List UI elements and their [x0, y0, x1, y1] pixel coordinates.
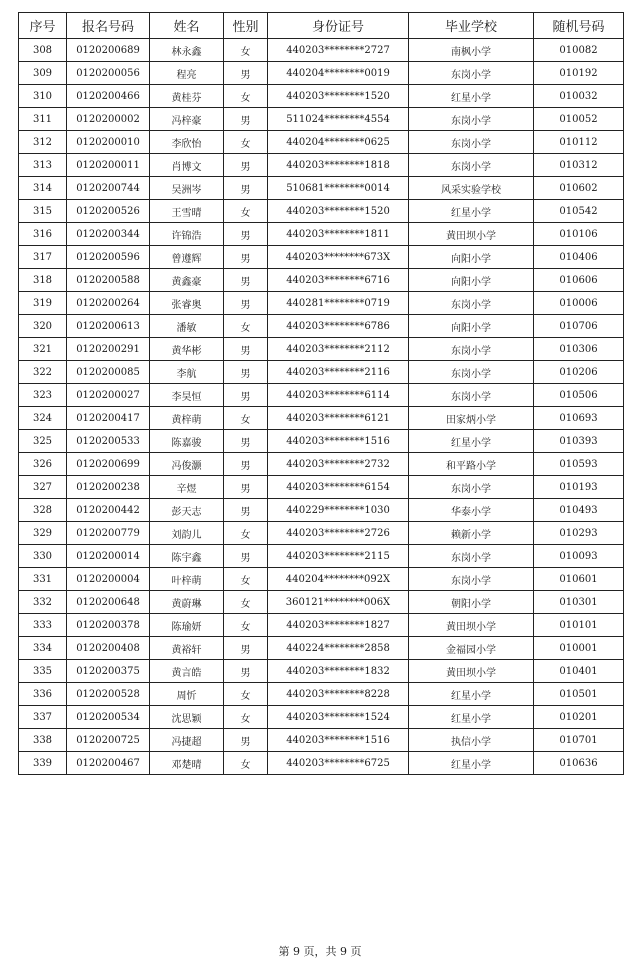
header-gender: 性别	[224, 13, 268, 39]
cell-id-number: 440204********0019	[268, 62, 409, 85]
cell-name: 黄华彬	[150, 338, 224, 361]
cell-name: 黄鑫豪	[150, 269, 224, 292]
cell-id-number: 440203********2112	[268, 338, 409, 361]
cell-id-number: 440203********1827	[268, 614, 409, 637]
cell-id-number: 440203********1520	[268, 85, 409, 108]
cell-name: 邓楚晴	[150, 752, 224, 775]
cell-id-number: 440203********2116	[268, 361, 409, 384]
cell-random-number: 010602	[534, 177, 624, 200]
cell-gender: 女	[224, 683, 268, 706]
cell-name: 林永鑫	[150, 39, 224, 62]
cell-gender: 男	[224, 637, 268, 660]
cell-index: 339	[19, 752, 67, 775]
cell-graduate-school: 南枫小学	[409, 39, 534, 62]
cell-name: 陈瑜妍	[150, 614, 224, 637]
cell-registration-number: 0120200533	[67, 430, 150, 453]
cell-id-number: 440203********1832	[268, 660, 409, 683]
cell-random-number: 010293	[534, 522, 624, 545]
table-row	[19, 108, 624, 131]
cell-gender: 男	[224, 246, 268, 269]
cell-gender: 男	[224, 177, 268, 200]
cell-registration-number: 0120200689	[67, 39, 150, 62]
cell-id-number: 440203********2727	[268, 39, 409, 62]
cell-index: 337	[19, 706, 67, 729]
table-body	[19, 39, 624, 775]
cell-random-number: 010052	[534, 108, 624, 131]
cell-id-number: 440203********2732	[268, 453, 409, 476]
cell-registration-number: 0120200408	[67, 637, 150, 660]
cell-graduate-school: 执信小学	[409, 729, 534, 752]
cell-name: 肖博文	[150, 154, 224, 177]
cell-graduate-school: 东岗小学	[409, 545, 534, 568]
cell-gender: 男	[224, 545, 268, 568]
cell-id-number: 440203********6121	[268, 407, 409, 430]
cell-registration-number: 0120200528	[67, 683, 150, 706]
cell-gender: 男	[224, 292, 268, 315]
cell-gender: 女	[224, 614, 268, 637]
cell-random-number: 010406	[534, 246, 624, 269]
cell-random-number: 010201	[534, 706, 624, 729]
cell-registration-number: 0120200526	[67, 200, 150, 223]
cell-name: 冯梓豪	[150, 108, 224, 131]
cell-registration-number: 0120200378	[67, 614, 150, 637]
cell-id-number: 440203********2115	[268, 545, 409, 568]
cell-name: 黄裕轩	[150, 637, 224, 660]
cell-id-number: 440281********0719	[268, 292, 409, 315]
cell-graduate-school: 华泰小学	[409, 499, 534, 522]
cell-id-number: 440203********6716	[268, 269, 409, 292]
cell-registration-number: 0120200238	[67, 476, 150, 499]
cell-graduate-school: 朝阳小学	[409, 591, 534, 614]
cell-registration-number: 0120200014	[67, 545, 150, 568]
cell-graduate-school: 红星小学	[409, 200, 534, 223]
header-name: 姓名	[150, 13, 224, 39]
cell-index: 323	[19, 384, 67, 407]
cell-random-number: 010542	[534, 200, 624, 223]
cell-name: 李昊恒	[150, 384, 224, 407]
cell-name: 程亮	[150, 62, 224, 85]
cell-gender: 女	[224, 706, 268, 729]
cell-index: 329	[19, 522, 67, 545]
cell-random-number: 010506	[534, 384, 624, 407]
table-row	[19, 430, 624, 453]
header-registration-number: 报名号码	[67, 13, 150, 39]
cell-graduate-school: 向阳小学	[409, 246, 534, 269]
cell-graduate-school: 黄田坝小学	[409, 660, 534, 683]
cell-registration-number: 0120200725	[67, 729, 150, 752]
cell-random-number: 010101	[534, 614, 624, 637]
cell-gender: 女	[224, 752, 268, 775]
cell-index: 308	[19, 39, 67, 62]
table-row	[19, 453, 624, 476]
table-row	[19, 338, 624, 361]
cell-index: 312	[19, 131, 67, 154]
table-row	[19, 246, 624, 269]
cell-name: 陈宇鑫	[150, 545, 224, 568]
cell-graduate-school: 东岗小学	[409, 154, 534, 177]
cell-random-number: 010082	[534, 39, 624, 62]
cell-graduate-school: 东岗小学	[409, 292, 534, 315]
cell-index: 330	[19, 545, 67, 568]
cell-index: 338	[19, 729, 67, 752]
cell-graduate-school: 东岗小学	[409, 338, 534, 361]
cell-gender: 女	[224, 568, 268, 591]
cell-name: 沈思颖	[150, 706, 224, 729]
cell-graduate-school: 赖新小学	[409, 522, 534, 545]
cell-gender: 男	[224, 223, 268, 246]
cell-index: 320	[19, 315, 67, 338]
cell-registration-number: 0120200466	[67, 85, 150, 108]
cell-index: 315	[19, 200, 67, 223]
cell-registration-number: 0120200442	[67, 499, 150, 522]
cell-gender: 男	[224, 62, 268, 85]
cell-index: 309	[19, 62, 67, 85]
table-row	[19, 476, 624, 499]
table-row	[19, 683, 624, 706]
cell-gender: 男	[224, 269, 268, 292]
cell-registration-number: 0120200056	[67, 62, 150, 85]
cell-graduate-school: 东岗小学	[409, 62, 534, 85]
cell-graduate-school: 东岗小学	[409, 384, 534, 407]
cell-name: 冯捷超	[150, 729, 224, 752]
cell-graduate-school: 红星小学	[409, 85, 534, 108]
cell-gender: 男	[224, 660, 268, 683]
cell-index: 319	[19, 292, 67, 315]
cell-id-number: 440203********1811	[268, 223, 409, 246]
cell-id-number: 440203********6114	[268, 384, 409, 407]
cell-id-number: 360121********006X	[268, 591, 409, 614]
cell-name: 黄桂芬	[150, 85, 224, 108]
cell-index: 336	[19, 683, 67, 706]
cell-index: 311	[19, 108, 67, 131]
cell-registration-number: 0120200264	[67, 292, 150, 315]
cell-name: 周忻	[150, 683, 224, 706]
cell-id-number: 440203********1524	[268, 706, 409, 729]
cell-graduate-school: 红星小学	[409, 752, 534, 775]
cell-index: 322	[19, 361, 67, 384]
cell-random-number: 010032	[534, 85, 624, 108]
cell-name: 张睿奥	[150, 292, 224, 315]
header-random-number: 随机号码	[534, 13, 624, 39]
table-row	[19, 292, 624, 315]
cell-registration-number: 0120200010	[67, 131, 150, 154]
cell-index: 333	[19, 614, 67, 637]
table-row	[19, 62, 624, 85]
cell-registration-number: 0120200417	[67, 407, 150, 430]
cell-name: 刘韵儿	[150, 522, 224, 545]
cell-registration-number: 0120200002	[67, 108, 150, 131]
cell-id-number: 440203********1516	[268, 729, 409, 752]
table-row	[19, 269, 624, 292]
cell-random-number: 010606	[534, 269, 624, 292]
cell-gender: 女	[224, 85, 268, 108]
cell-index: 334	[19, 637, 67, 660]
cell-registration-number: 0120200588	[67, 269, 150, 292]
cell-registration-number: 0120200779	[67, 522, 150, 545]
cell-id-number: 440203********6786	[268, 315, 409, 338]
cell-id-number: 440203********6725	[268, 752, 409, 775]
cell-random-number: 010193	[534, 476, 624, 499]
cell-registration-number: 0120200344	[67, 223, 150, 246]
cell-random-number: 010593	[534, 453, 624, 476]
cell-index: 327	[19, 476, 67, 499]
table-row	[19, 200, 624, 223]
cell-gender: 男	[224, 476, 268, 499]
cell-gender: 男	[224, 499, 268, 522]
cell-index: 335	[19, 660, 67, 683]
table-row	[19, 568, 624, 591]
table-row	[19, 154, 624, 177]
cell-random-number: 010601	[534, 568, 624, 591]
cell-name: 辛煜	[150, 476, 224, 499]
table-row	[19, 39, 624, 62]
cell-graduate-school: 红星小学	[409, 430, 534, 453]
cell-id-number: 440229********1030	[268, 499, 409, 522]
cell-random-number: 010112	[534, 131, 624, 154]
cell-id-number: 440203********6154	[268, 476, 409, 499]
cell-random-number: 010636	[534, 752, 624, 775]
cell-registration-number: 0120200375	[67, 660, 150, 683]
cell-index: 332	[19, 591, 67, 614]
cell-random-number: 010001	[534, 637, 624, 660]
cell-index: 331	[19, 568, 67, 591]
cell-index: 310	[19, 85, 67, 108]
cell-name: 许锦浩	[150, 223, 224, 246]
cell-gender: 女	[224, 407, 268, 430]
table-row	[19, 729, 624, 752]
cell-random-number: 010006	[534, 292, 624, 315]
cell-graduate-school: 东岗小学	[409, 131, 534, 154]
cell-registration-number: 0120200027	[67, 384, 150, 407]
cell-index: 318	[19, 269, 67, 292]
cell-registration-number: 0120200467	[67, 752, 150, 775]
table-row	[19, 614, 624, 637]
cell-index: 328	[19, 499, 67, 522]
cell-graduate-school: 和平路小学	[409, 453, 534, 476]
table-row	[19, 315, 624, 338]
cell-gender: 男	[224, 338, 268, 361]
cell-id-number: 440203********1520	[268, 200, 409, 223]
cell-gender: 女	[224, 315, 268, 338]
cell-index: 316	[19, 223, 67, 246]
cell-gender: 女	[224, 131, 268, 154]
cell-index: 326	[19, 453, 67, 476]
cell-gender: 女	[224, 522, 268, 545]
table-row	[19, 384, 624, 407]
cell-registration-number: 0120200011	[67, 154, 150, 177]
cell-random-number: 010306	[534, 338, 624, 361]
cell-name: 黄蔚琳	[150, 591, 224, 614]
cell-index: 324	[19, 407, 67, 430]
cell-name: 黄梓萌	[150, 407, 224, 430]
cell-id-number: 440203********2726	[268, 522, 409, 545]
cell-name: 李航	[150, 361, 224, 384]
cell-id-number: 440203********8228	[268, 683, 409, 706]
cell-registration-number: 0120200596	[67, 246, 150, 269]
cell-index: 321	[19, 338, 67, 361]
cell-id-number: 440224********2858	[268, 637, 409, 660]
table-header-row	[19, 13, 624, 39]
cell-gender: 男	[224, 361, 268, 384]
cell-graduate-school: 田家炳小学	[409, 407, 534, 430]
cell-name: 彭天志	[150, 499, 224, 522]
cell-gender: 男	[224, 108, 268, 131]
table-row	[19, 545, 624, 568]
cell-graduate-school: 向阳小学	[409, 315, 534, 338]
cell-index: 317	[19, 246, 67, 269]
cell-registration-number: 0120200004	[67, 568, 150, 591]
cell-gender: 女	[224, 200, 268, 223]
cell-index: 313	[19, 154, 67, 177]
cell-name: 吴洲岑	[150, 177, 224, 200]
cell-graduate-school: 东岗小学	[409, 108, 534, 131]
cell-graduate-school: 黄田坝小学	[409, 614, 534, 637]
cell-random-number: 010501	[534, 683, 624, 706]
cell-random-number: 010301	[534, 591, 624, 614]
cell-random-number: 010093	[534, 545, 624, 568]
table-row	[19, 591, 624, 614]
cell-gender: 男	[224, 430, 268, 453]
header-graduate-school: 毕业学校	[409, 13, 534, 39]
header-index: 序号	[19, 13, 67, 39]
cell-name: 王雪晴	[150, 200, 224, 223]
cell-random-number: 010206	[534, 361, 624, 384]
cell-gender: 女	[224, 591, 268, 614]
table-row	[19, 752, 624, 775]
table-row	[19, 223, 624, 246]
cell-id-number: 440203********1516	[268, 430, 409, 453]
table-row	[19, 706, 624, 729]
cell-graduate-school: 风采实验学校	[409, 177, 534, 200]
table-row	[19, 660, 624, 683]
cell-graduate-school: 东岗小学	[409, 476, 534, 499]
cell-random-number: 010693	[534, 407, 624, 430]
cell-gender: 女	[224, 39, 268, 62]
header-id-number: 身份证号	[268, 13, 409, 39]
table-row	[19, 499, 624, 522]
cell-graduate-school: 黄田坝小学	[409, 223, 534, 246]
cell-id-number: 440204********0625	[268, 131, 409, 154]
cell-random-number: 010312	[534, 154, 624, 177]
cell-random-number: 010401	[534, 660, 624, 683]
cell-random-number: 010493	[534, 499, 624, 522]
cell-random-number: 010701	[534, 729, 624, 752]
cell-name: 冯俊灏	[150, 453, 224, 476]
cell-id-number: 440203********1818	[268, 154, 409, 177]
cell-id-number: 440203********673X	[268, 246, 409, 269]
cell-index: 314	[19, 177, 67, 200]
cell-registration-number: 0120200534	[67, 706, 150, 729]
cell-graduate-school: 红星小学	[409, 683, 534, 706]
cell-random-number: 010706	[534, 315, 624, 338]
table-row	[19, 522, 624, 545]
table-row	[19, 85, 624, 108]
cell-graduate-school: 金福园小学	[409, 637, 534, 660]
cell-registration-number: 0120200085	[67, 361, 150, 384]
cell-name: 叶梓萌	[150, 568, 224, 591]
cell-gender: 男	[224, 154, 268, 177]
cell-graduate-school: 东岗小学	[409, 361, 534, 384]
cell-graduate-school: 红星小学	[409, 706, 534, 729]
cell-id-number: 510681********0014	[268, 177, 409, 200]
cell-random-number: 010106	[534, 223, 624, 246]
cell-random-number: 010192	[534, 62, 624, 85]
cell-graduate-school: 东岗小学	[409, 568, 534, 591]
cell-name: 李欣怡	[150, 131, 224, 154]
cell-registration-number: 0120200744	[67, 177, 150, 200]
table-row	[19, 177, 624, 200]
cell-graduate-school: 向阳小学	[409, 269, 534, 292]
cell-gender: 男	[224, 384, 268, 407]
cell-name: 潘敏	[150, 315, 224, 338]
table-row	[19, 361, 624, 384]
cell-id-number: 440204********092X	[268, 568, 409, 591]
cell-index: 325	[19, 430, 67, 453]
cell-name: 黄言皓	[150, 660, 224, 683]
cell-registration-number: 0120200613	[67, 315, 150, 338]
page-footer: 第 9 页，共 9 页	[278, 945, 362, 958]
table-row	[19, 131, 624, 154]
cell-name: 陈嘉骏	[150, 430, 224, 453]
cell-id-number: 511024********4554	[268, 108, 409, 131]
cell-registration-number: 0120200699	[67, 453, 150, 476]
table-row	[19, 407, 624, 430]
cell-random-number: 010393	[534, 430, 624, 453]
cell-gender: 男	[224, 453, 268, 476]
table-row	[19, 637, 624, 660]
cell-name: 曾遵辉	[150, 246, 224, 269]
cell-registration-number: 0120200648	[67, 591, 150, 614]
cell-registration-number: 0120200291	[67, 338, 150, 361]
cell-gender: 男	[224, 729, 268, 752]
student-roster-table	[18, 12, 624, 775]
